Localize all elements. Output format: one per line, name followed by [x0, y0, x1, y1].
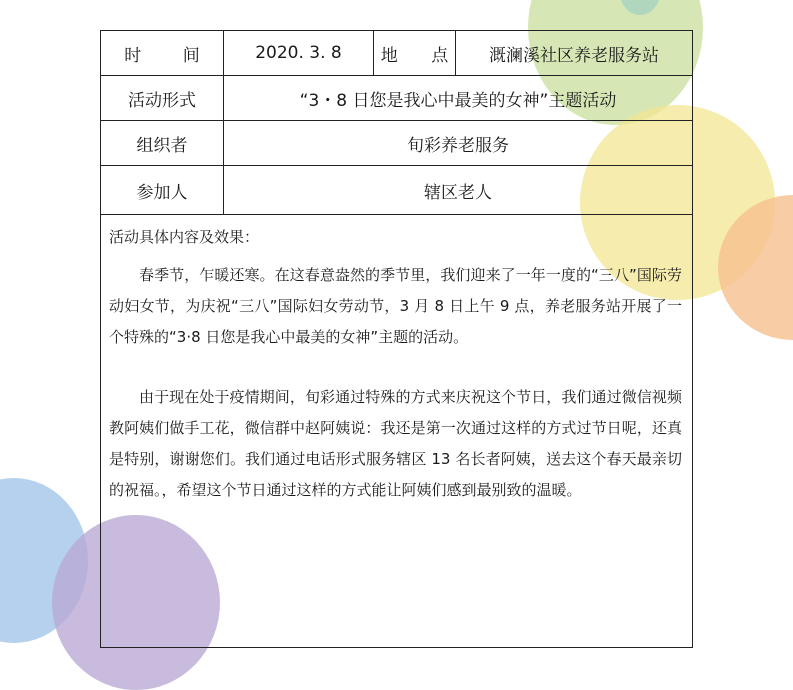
- activity-form-label: 活动形式: [101, 76, 224, 120]
- time-value: 2020. 3. 8: [224, 31, 374, 75]
- place-label: 地 点: [374, 31, 456, 75]
- participants-value: 辖区老人: [424, 182, 492, 203]
- activity-form-value: “3・8 日您是我心中最美的女神”主题活动: [299, 90, 617, 111]
- time-label: 时 间: [101, 31, 224, 75]
- participants-row: [100, 165, 693, 214]
- place-value: 溉澜溪社区养老服务站: [489, 45, 659, 66]
- time-place-row: [100, 30, 693, 75]
- organizer-row: [100, 120, 693, 165]
- paragraph-spacer: [109, 353, 682, 375]
- activity-content-cell: [100, 214, 693, 648]
- content-paragraph-1: 春季节，乍暖还寒。在这春意盎然的季节里，我们迎来了一年一度的“三八”国际劳动妇女节，为庆祝“三八”国际妇女劳动节，3 月 8 日上午 9 点，养老服务站开展了一个特殊的“3·8 日您是我心中最美的女神”主题的活动。: [109, 266, 682, 346]
- activity-record-table: [100, 30, 693, 648]
- content-paragraph-2: 由于现在处于疫情期间，旬彩通过特殊的方式来庆祝这个节日，我们通过微信视频教阿姨们做手工花，微信群中赵阿姨说：我还是第一次通过这样的方式过节日呢，还真是特别，谢谢您们。我们通过电话形式服务辖区 13 名长者阿姨，送去这个春天最亲切的祝福。，希望这个节日通过这样的方式能让阿姨们感到最别致的温暖。: [109, 388, 682, 499]
- organizer-label: 组织者: [101, 121, 224, 165]
- participants-label: 参加人: [101, 166, 224, 214]
- content-heading: 活动具体内容及效果：: [109, 228, 260, 246]
- organizer-value: 旬彩养老服务: [407, 135, 509, 156]
- activity-form-row: [100, 75, 693, 120]
